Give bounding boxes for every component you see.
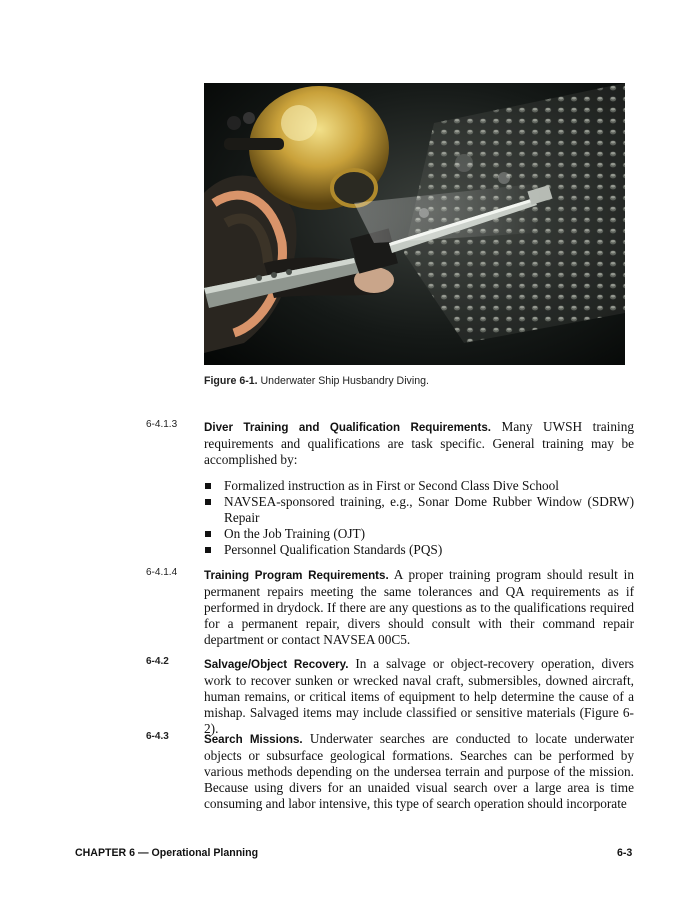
section-paragraph <box>204 567 634 648</box>
bullet-square-icon <box>205 547 211 553</box>
list-item: Personnel Qualification Standards (PQS) <box>204 542 634 558</box>
list-item: On the Job Training (OJT) <box>204 526 634 542</box>
section-number: 6-4.1.3 <box>146 419 178 430</box>
section-text: Underwater searches are conducted to locate underwater objects or subsurface geological formations. Searches can be performed by various methods depending on the undersea terrain and purpose of the mission. Because using divers for an unaided visual search over a large area is time consuming and labor intensive, this type of search operation should incorporate <box>204 731 634 811</box>
list-item: NAVSEA-sponsored training, e.g., Sonar Dome Rubber Window (SDRW) Repair <box>204 494 634 526</box>
training-bullet-list <box>204 478 634 558</box>
section-heading: Diver Training and Qualification Requirements. <box>204 421 491 434</box>
figure-caption <box>204 375 634 387</box>
section-number: 6-4.1.4 <box>146 567 178 578</box>
section-paragraph <box>204 419 634 468</box>
bullet-square-icon <box>205 483 211 489</box>
bullet-square-icon <box>205 499 211 505</box>
section-paragraph <box>204 656 634 737</box>
section-paragraph <box>204 731 634 812</box>
footer-page-number: 6-3 <box>617 847 633 859</box>
figure-photo <box>204 83 625 365</box>
section-heading: Salvage/Object Recovery. <box>204 658 349 671</box>
section-heading: Search Missions. <box>204 733 303 746</box>
figure-label: Figure 6-1. <box>204 375 258 387</box>
section-text: In a salvage or object-recovery operation, divers work to recover sunken or wrecked naval craft, submersibles, downed aircraft, human remains, or critical items of equipment to help determine the cause of a mishap. Salvaged items may include classified or sensitive materials (Figure 6-2). <box>204 656 634 736</box>
section-text: Many UWSH training requirements and qualifications are task specific. General training may be accomplished by: <box>204 419 635 467</box>
footer-chapter-title: CHAPTER 6 — Operational Planning <box>75 847 259 859</box>
section-heading: Training Program Requirements. <box>204 569 389 582</box>
bullet-square-icon <box>205 531 211 537</box>
figure-caption-text: Underwater Ship Husbandry Diving. <box>260 375 429 387</box>
section-number: 6-4.2 <box>146 656 169 667</box>
section-number: 6-4.3 <box>146 731 169 742</box>
section-text: A proper training program should result in permanent repairs meeting the same tolerances and QA requirements as if performed in drydock. If there are any questions as to the qualifications required for a permanent repair, divers should consult with their command repair department or contact NAVSEA 00C5. <box>204 567 634 647</box>
list-item: Formalized instruction as in First or Second Class Dive School <box>204 478 634 494</box>
